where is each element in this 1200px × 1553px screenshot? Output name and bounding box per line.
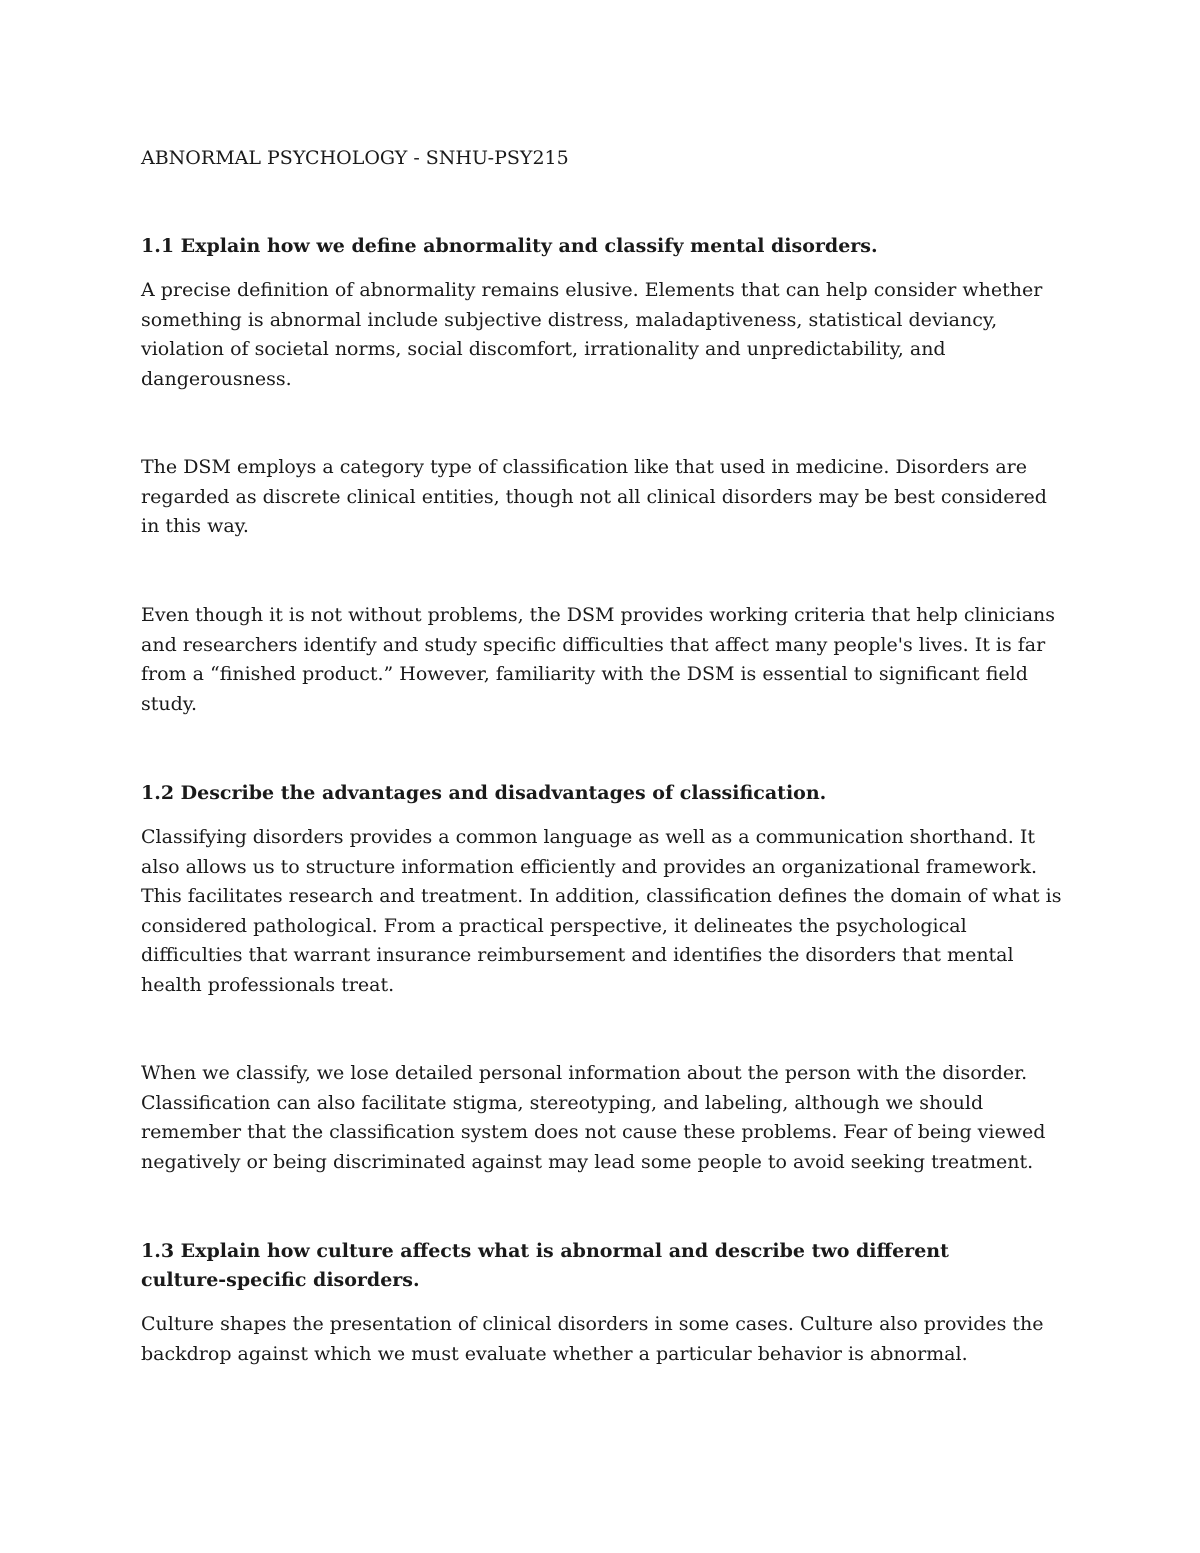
section-1-3-paragraph-1: Culture shapes the presentation of clinical disorders in some cases. Culture also provides the backdrop against which we must evaluate whether a particular behavior is abnormal. (141, 1313, 1044, 1365)
section-1-1-paragraph-2: The DSM employs a category type of classification like that used in medicine. Disorders are regarded as discrete clinical entities, though not all clinical disorders may be best considered in this way. (141, 456, 1047, 537)
section-1-1-paragraph-1: A precise definition of abnormality remains elusive. Elements that can help consider whether something is abnormal include subjective distress, maladaptiveness, statistical deviancy, violation of societal norms, social discomfort, irrationality and unpredictability, and dangerousness. (141, 279, 1043, 390)
document-title: ABNORMAL PSYCHOLOGY - SNHU-PSY215 (141, 147, 569, 169)
section-1-1-paragraph-3: Even though it is not without problems, the DSM provides working criteria that help clinicians and researchers identify and study specific difficulties that affect many people's lives. It is far from a “finished product.” However, familiarity with the DSM is essential to significant field study. (141, 604, 1056, 715)
section-heading-1-2: 1.2 Describe the advantages and disadvantages of classification. (141, 782, 827, 804)
section-1-2-paragraph-2: When we classify, we lose detailed personal information about the person with the disorder. Classification can also facilitate stigma, stereotyping, and labeling, although we should remember that the classification system does not cause these problems. Fear of being viewed negatively or being discriminated against may lead some people to avoid seeking treatment. (141, 1062, 1046, 1173)
section-heading-1-1: 1.1 Explain how we define abnormality and classify mental disorders. (141, 235, 878, 257)
section-1-2-paragraph-1: Classifying disorders provides a common language as well as a communication shorthand. It also allows us to structure information efficiently and provides an organizational framework. This facilitates research and treatment. In addition, classification defines the domain of what is considered pathological. From a practical perspective, it delineates the psychological difficulties that warrant insurance reimbursement and identifies the disorders that mental health professionals treat. (141, 826, 1062, 996)
section-heading-1-3: 1.3 Explain how culture affects what is abnormal and describe two different culture-specific disorders. (141, 1240, 949, 1291)
